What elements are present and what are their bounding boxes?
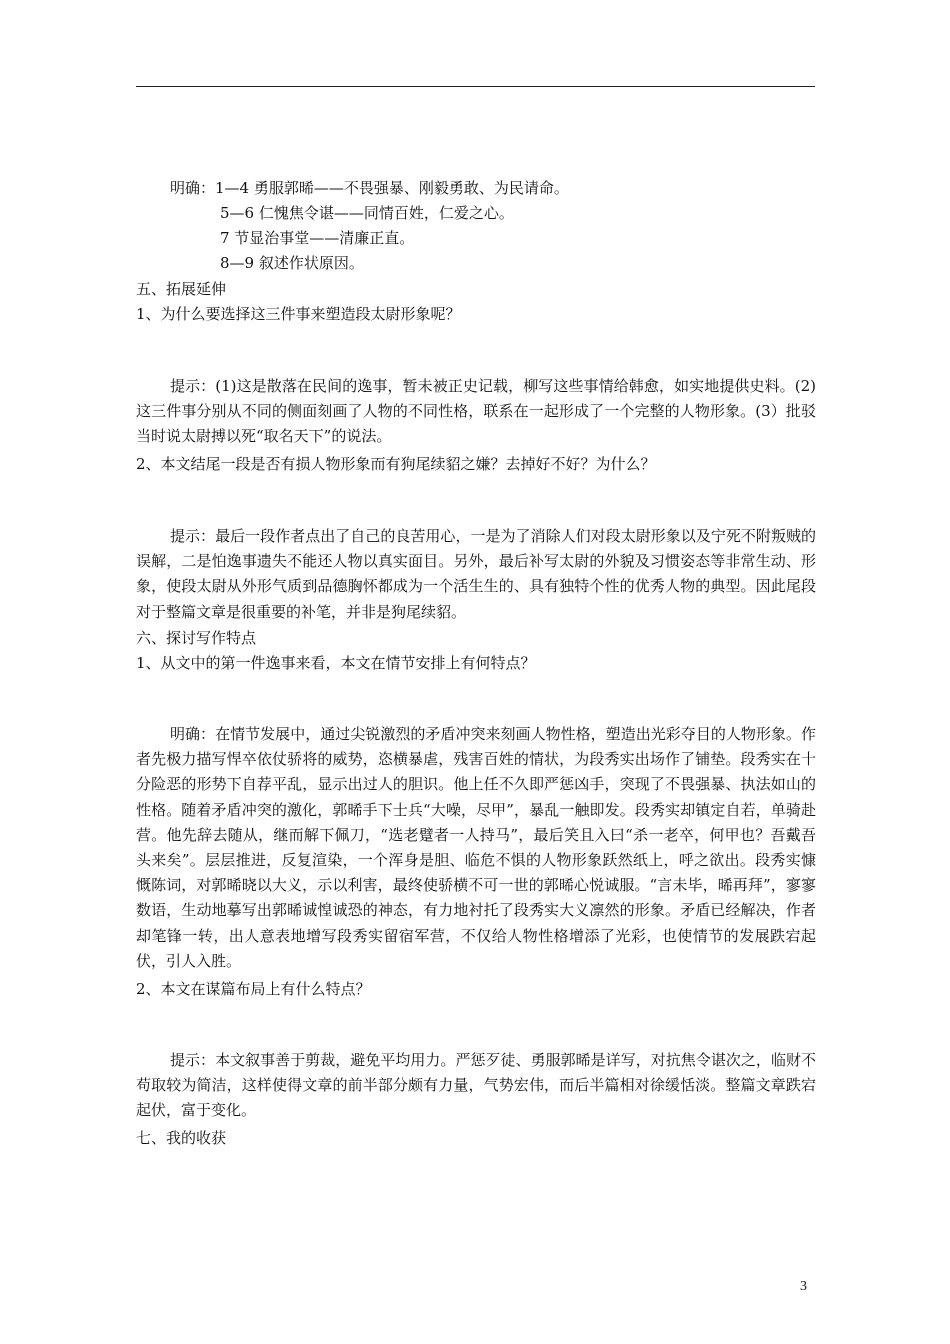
- section-5-answer-1: 提示：(1)这是散落在民间的逸事，暂未被正史记载，柳写这些事情给韩愈，如实地提供史料。(2)这三件事分别从不同的侧面刻画了人物的不同性格，联系在一起形成了一个完整的人物形象。(3）批驳当时说太尉搏以死“取名天下”的说法。: [136, 377, 816, 446]
- summary-line-4: 8—9 叙述作状原因。: [220, 254, 364, 272]
- summary-line-1: 明确：1—4 勇服郭晞——不畏强暴、刚毅勇敢、为民请命。: [170, 179, 569, 197]
- header-rule: [136, 86, 815, 87]
- section-6-heading: 六、探讨写作特点: [136, 629, 257, 647]
- section-5-heading: 五、拓展延伸: [136, 280, 227, 298]
- summary-line-3: 7 节显治事堂——清廉正直。: [220, 229, 415, 247]
- section-5-answer-2: 提示：最后一段作者点出了自己的良苦用心，一是为了消除人们对段太尉形象以及宁死不附叛贼的误解，二是怕逸事遗失不能还人物以真实面目。另外，最后补写太尉的外貌及习惯姿态等非常生动、形象，使段太尉从外形气质到品德胸怀都成为一个活生生的、具有独特个性的优秀人物的典型。因此尾段对于整篇文章是很重要的补笔，并非是狗尾续貂。: [136, 527, 816, 621]
- summary-line-2: 5—6 仁愧焦令谌——同情百姓，仁爱之心。: [220, 204, 514, 222]
- section-6-question-1: 1、从文中的第一件逸事来看，本文在情节安排上有何特点？: [136, 654, 536, 672]
- section-5-question-2: 2、本文结尾一段是否有损人物形象而有狗尾续貂之嫌？去掉好不好？为什么？: [136, 455, 656, 473]
- section-5-question-1: 1、为什么要选择这三件事来塑造段太尉形象呢？: [136, 305, 461, 323]
- section-7-heading: 七、我的收获: [136, 1129, 227, 1147]
- section-6-answer-2: 提示：本文叙事善于剪裁，避免平均用力。严惩歹徒、勇服郭晞是详写，对抗焦令谌次之，临财不苟取较为简洁，这样使得文章的前半部分颇有力量，气势宏伟，而后半篇相对徐缓恬淡。整篇文章跌宕起伏，富于变化。: [136, 1051, 816, 1120]
- section-6-question-2: 2、本文在谋篇布局上有什么特点？: [136, 980, 371, 998]
- page-number: 3: [800, 1279, 807, 1294]
- section-6-answer-1: 明确：在情节发展中，通过尖锐激烈的矛盾冲突来刻画人物性格，塑造出光彩夺目的人物形象。作者先极力描写悍卒依仗骄将的威势，恣横暴虐，残害百姓的情状，为段秀实出场作了铺垫。段秀实在十分险恶的形势下自荐平乱，显示出过人的胆识。他上任不久即严惩凶手，突现了不畏强暴、执法如山的性格。随着矛盾冲突的激化，郭晞手下士兵“大噪，尽甲”，暴乱一触即发。段秀实却镇定自若，单骑赴营。他先辞去随从，继而解下佩刀，“选老躄者一人持马”，最后笑且入曰“杀一老卒，何甲也？吾戴吾头来矣”。层层推进，反复渲染，一个浑身是胆、临危不惧的人物形象跃然纸上，呼之欲出。段秀实慷慨陈词，对郭晞晓以大义，示以利害，最终使骄横不可一世的郭晞心悦诚服。“言未毕，晞再拜”，寥寥数语，生动地摹写出郭晞诚惶诚恐的神态，有力地衬托了段秀实大义凛然的形象。矛盾已经解决，作者却笔锋一转，出人意表地增写段秀实留宿军营，不仅给人物性格增添了光彩，也使情节的发展跌宕起伏，引人入胜。: [136, 725, 816, 970]
